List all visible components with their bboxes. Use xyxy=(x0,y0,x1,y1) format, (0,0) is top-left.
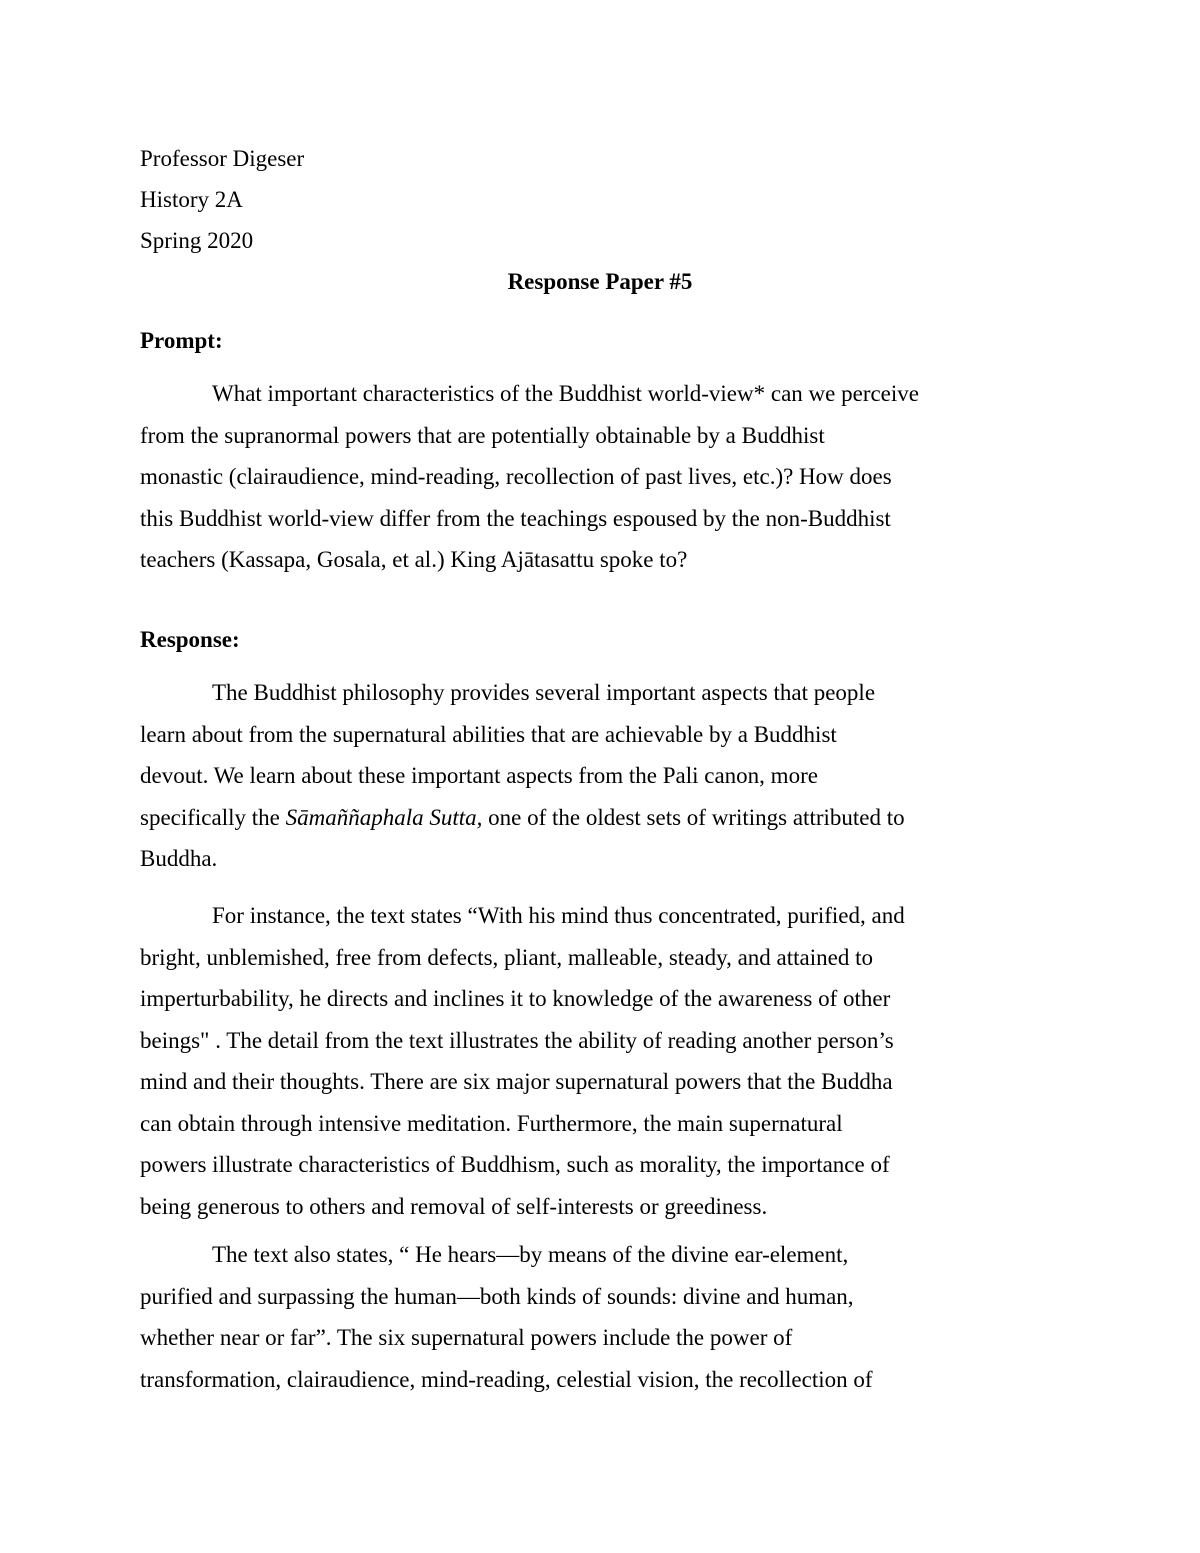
term: Spring 2020 xyxy=(140,228,254,253)
text-line: being generous to others and removal of self-interests or greediness. xyxy=(140,1193,768,1219)
text-line: bright, unblemished, free from defects, pliant, malleable, steady, and attained to xyxy=(140,944,873,970)
text-line: The Buddhist philosophy provides several important aspects that people xyxy=(212,680,876,705)
response-paragraph-3 xyxy=(140,1234,1060,1400)
text-line: monastic (clairaudience, mind-reading, recollection of past lives, etc.)? How does xyxy=(140,464,892,489)
text-line xyxy=(140,797,1060,839)
text-line: can obtain through intensive meditation. Furthermore, the main supernatural xyxy=(140,1110,843,1136)
response-paragraph-1 xyxy=(140,672,1060,880)
response-paragraph-2 xyxy=(140,895,1060,1227)
text-line: imperturbability, he directs and inclines it to knowledge of the awareness of other xyxy=(140,986,891,1011)
text-line: teachers (Kassapa, Gosala, et al.) King Ajātasattu spoke to? xyxy=(140,547,688,572)
course-name: History 2A xyxy=(140,187,243,212)
text-line: this Buddhist world-view differ from the teachings espoused by the non-Buddhist xyxy=(140,505,891,531)
header-block xyxy=(140,138,1060,261)
text-line: transformation, clairaudience, mind-reading, celestial vision, the recollection of xyxy=(140,1366,873,1392)
text-line: The text also states, “ He hears—by means of the divine ear-element, xyxy=(212,1242,849,1267)
text-line: from the supranormal powers that are potentially obtainable by a Buddhist xyxy=(140,422,825,448)
text-line: whether near or far”. The six supernatural powers include the power of xyxy=(140,1325,793,1350)
text-line: beings" . The detail from the text illustrates the ability of reading another person’s xyxy=(140,1027,894,1053)
text-run: one of the oldest sets of writings attributed to xyxy=(482,804,905,830)
prompt-heading: Prompt: xyxy=(140,328,223,353)
text-line: Buddha. xyxy=(140,846,218,871)
text-line: What important characteristics of the Buddhist world-view* can we perceive xyxy=(212,381,919,406)
professor-name: Professor Digeser xyxy=(140,146,305,171)
text-run: specifically the xyxy=(140,804,286,830)
text-line: For instance, the text states “With his mind thus concentrated, purified, and xyxy=(212,903,905,928)
text-line: powers illustrate characteristics of Buddhism, such as morality, the importance of xyxy=(140,1152,890,1177)
text-line: mind and their thoughts. There are six major supernatural powers that the Buddha xyxy=(140,1069,893,1094)
text-line: learn about from the supernatural abilities that are achievable by a Buddhist xyxy=(140,721,837,747)
response-heading: Response: xyxy=(140,627,240,652)
text-line: purified and surpassing the human—both kinds of sounds: divine and human, xyxy=(140,1283,854,1309)
prompt-paragraph xyxy=(140,373,1060,581)
paper-title: Response Paper #5 xyxy=(507,269,693,294)
italic-title: Sāmaññaphala Sutta, xyxy=(285,804,483,830)
text-line: devout. We learn about these important aspects from the Pali canon, more xyxy=(140,763,818,788)
